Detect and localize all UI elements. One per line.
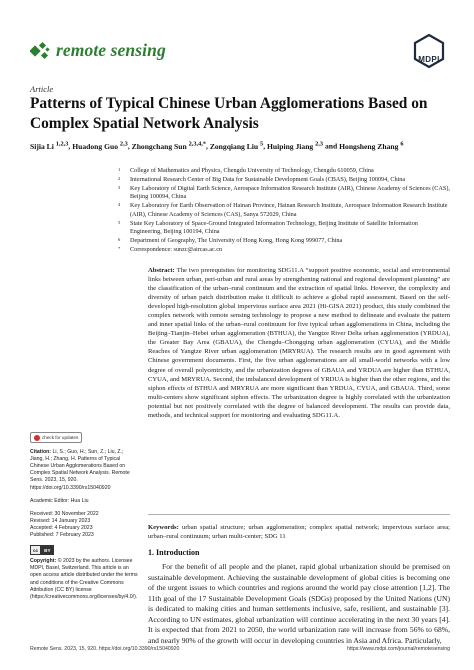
affiliation-2: 2 International Research Center of Big Data for Sustainable Development Goals (CBAS), Beijing 100094, China — [118, 176, 406, 183]
citation: Citation: Li, S.; Guo, H.; Sun, Z.; Liu, Z.; Jiang, H.; Zhang, H. Patterns of Typical Chinese Urban Agglomerations Based on Complex Spatial Network Analysis. Remote Sens. 2023, 15, 920. https://doi.org/10.3390/rs15040920 — [30, 449, 130, 491]
article-type: Article — [30, 84, 54, 94]
accepted-date: Accepted: 4 February 2023 — [30, 524, 93, 531]
abstract-text: The two prerequisites for monitoring SDG11.A “support positive economic, social and environmental links between urban, peri-urban and rural areas by strengthening national and regional development planning” are the classification of the urban–rural continuum and the extraction of spatial links. However, the complexity and diversity of urban patch distribution make it difficult to achieve a global rapid assessment. Based on the self-developed high-resolution global impervious surface area 2021 (Hi-GISA 2021) product, this study combined the complex network with remote sensing technology to propose a new method to delineate and evaluate the pattern and inner spatial links of the urban–rural continuum for five typical urban agglomerations in China, including the Beijing–Tianjin–Hebei urban agglomeration (BTHUA), the Yangtze River Delta urban agglomeration (YRDUA), the Greater Bay Area (GBAUA), the Chengdu–Chongqing urban agglomeration (CYUA), and the Middle Reaches of Yangtze River urban agglomeration (MRYRUA). The research results are in good agreement with Chinese government documents. First, the five urban agglomerations are all small-world networks with a low degree of overall polycentricity, and the urbanization degrees of GBAUA and YRDUA are higher than BTHUA, CYUA, and MRYRUA. Second, the imbalanced development of YRDUA is higher than the other regions, and the siphon effects of BTHUA and MRYRUA are more significant than YRDUA, CYUA, and GBAUA. Third, some multi-centers show significant siphon effects. The urbanization degree is highly correlated with the urbanization potential but not positively correlated with the degree of balanced development. The results can provide data, methods, and technical support for monitoring and evaluating SDG11.A. — [148, 267, 450, 419]
introduction-paragraph: For the benefit of all people and the planet, rapid global urbanization should be premised on sustainable development. Achieving the sustainable development of global cities is becoming one of the urgent issues to which countries and regions around the world pay close attention [1,2]. The 11th goal of the 17 Sustainable Development Goals (SDGs) proposed by the United Nations (UN) is dedicated to making cities and human settlements inclusive, safe, resilient, and sustainable [3]. According to UN estimates, global urbanization will continue accelerating in the next 30 years [4]. It is expected that from 2021 to 2050, the world urbanization rate will increase from 56% to 68%, and nearly 90% of the growth will occur in developing countries in Asia and Africa. Particularly, — [148, 562, 450, 645]
cc-by-license-badge[interactable]: cc BY — [30, 545, 54, 555]
published-date: Published: 7 February 2023 — [30, 532, 94, 539]
footer-journal-url[interactable]: https://www.mdpi.com/journal/remotesensing — [347, 646, 450, 652]
author-6: Hongsheng Zhang $^6$ — [339, 140, 404, 151]
correspondence-email[interactable]: Correspondence: sunzc@aircas.ac.cn — [130, 246, 223, 254]
author-4: Zongqiang Liu $^5$ — [209, 140, 264, 151]
academic-editor: Academic Editor: Hua Liu — [30, 497, 89, 504]
paper-title: Patterns of Typical Chinese Urban Agglomerations Based on Complex Spatial Network Analysis — [30, 95, 428, 132]
mdpi-logo-text: MDPI — [418, 55, 440, 64]
author-2: Huadong Guo $^{2,3}$ — [72, 140, 128, 151]
abstract — [148, 266, 450, 420]
keywords — [148, 523, 450, 541]
journal-logo-icon — [30, 40, 52, 62]
footer-citation[interactable]: Remote Sens. 2023, 15, 920. https://doi.org/10.3390/rs15040920 — [30, 646, 180, 652]
affiliation-4: 4 Key Laboratory for Earth Observation of Hainan Province, Hainan Research Institute, Aerospace Information Research Institute (AIR), Chinese Academy of Sciences (CAS), Sanya 572029, China — [118, 202, 448, 218]
author-3: Zhongchang Sun $^{2,3,4,*}$ — [131, 140, 207, 151]
correspondence: * Correspondence: sunzc@aircas.ac.cn — [118, 246, 223, 254]
keywords-text: urban spatial structure; urban agglomeration; complex spatial network; impervious surface area; urban–rural continuum; urban multi-center; SDG 11 — [148, 524, 450, 541]
affiliation-6: 6 Department of Geography, The University of Hong Kong, Hong Kong 999077, China — [118, 237, 343, 245]
revised-date: Revised: 14 January 2023 — [30, 517, 91, 524]
mdpi-logo — [412, 34, 446, 70]
abstract-label: Abstract: — [148, 267, 175, 274]
abstract-divider — [148, 514, 450, 515]
article-sidebar — [30, 432, 138, 607]
author-1: Sijia Li $^{1,2,3}$ — [30, 140, 69, 151]
keywords-label: Keywords: — [148, 524, 179, 531]
affiliation-3: 3 Key Laboratory of Digital Earth Science, Aerospace Information Research Institute (AIR), Chinese Academy of Sciences (CAS), Beijing 100094, China — [118, 185, 450, 201]
check-for-updates-button[interactable]: check for updates — [30, 432, 82, 443]
page-footer — [30, 646, 450, 652]
author-list: Sijia Li $^{1,2,3}$, Huadong Guo $^{2,3}$, Zhongchang Sun $^{2,3,4,*}$, Zongqiang Liu $^5$, Huiping Jiang $^{2,3}$ and Hongsheng Zhang $^6$ — [30, 140, 404, 151]
check-updates-icon — [34, 435, 40, 441]
affiliation-1: 1 College of Mathematics and Physics, Chengdu University of Technology, Chengdu 610059, China — [118, 167, 374, 174]
journal-name: remote sensing — [56, 40, 166, 60]
mdpi-logo-icon — [412, 34, 446, 70]
received-date: Received: 30 November 2022 — [30, 510, 99, 517]
dates — [30, 511, 138, 539]
copyright: Copyright: © 2023 by the authors. Licensee MDPI, Basel, Switzerland. This article is an open access article distributed under the terms and conditions of the Creative Commons Attribution (CC BY) license (https://creativecommons.org/licenses/by/4.0/). — [30, 558, 138, 600]
section-heading: 1. Introduction — [148, 548, 200, 557]
affiliations — [118, 167, 450, 255]
author-5: Huiping Jiang $^{2,3}$ — [267, 140, 324, 151]
affiliation-5: 5 State Key Laboratory of Space-Ground Integrated Information Technology, Beijing Institute of Satellite Information Engineering, Beijing 100194, China — [118, 219, 418, 236]
